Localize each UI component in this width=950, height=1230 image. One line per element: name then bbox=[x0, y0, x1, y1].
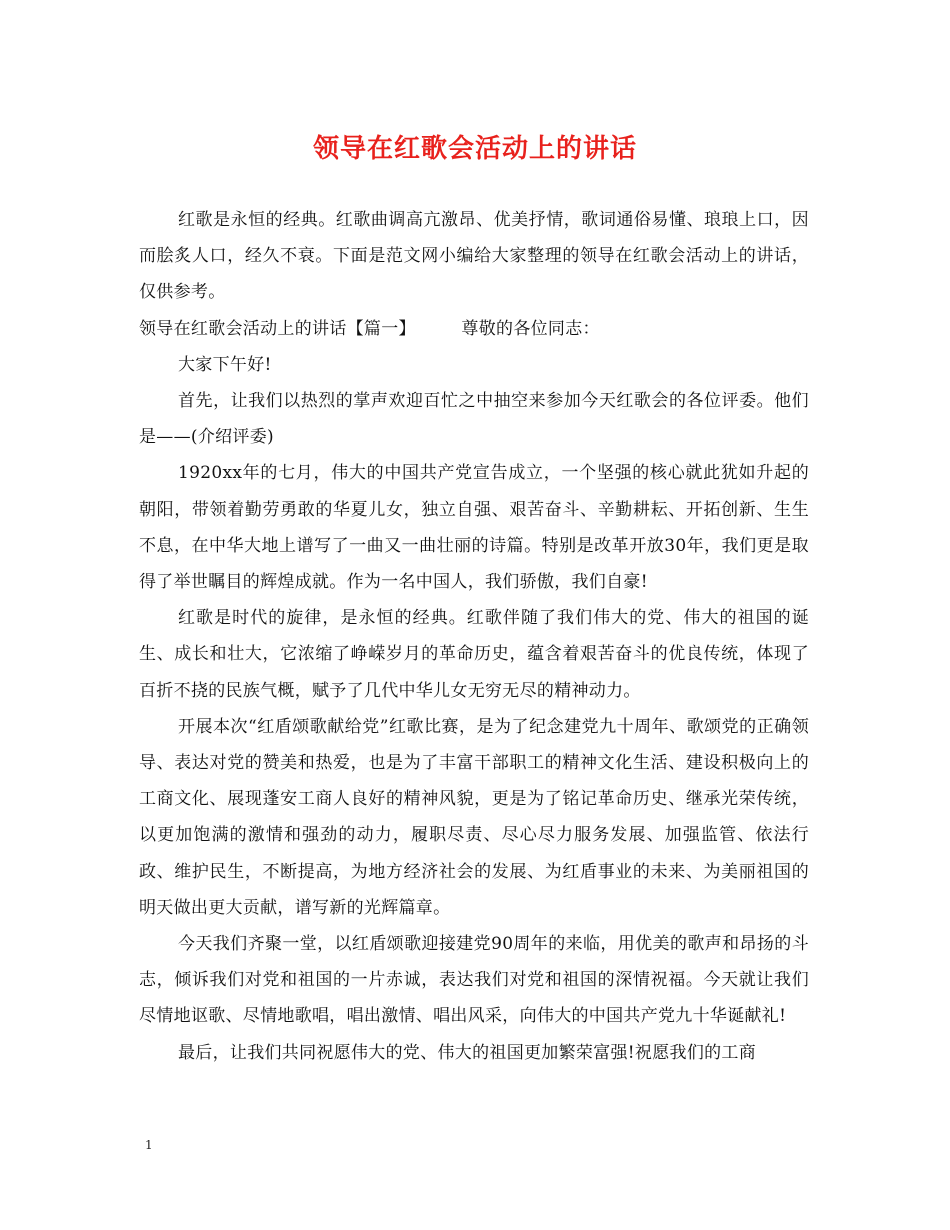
paragraph-party-history: 1920xx年的七月，伟大的中国共产党宣告成立，一个坚强的核心就此犹如升起的朝阳，带领着勤劳勇敢的华夏儿女，独立自强、艰苦奋斗、辛勤耕耘、开拓创新、生生不息，在中华大地上谱写了一曲又一曲壮丽的诗篇。特别是改革开放30年，我们更是取得了举世瞩目的辉煌成就。作为一名中国人，我们骄傲，我们自豪! bbox=[139, 463, 809, 593]
paragraph-greeting: 大家下午好! bbox=[178, 354, 272, 375]
page-number: 1 bbox=[145, 1138, 153, 1152]
paragraph-gathering: 今天我们齐聚一堂，以红盾颂歌迎接建党90周年的来临，用优美的歌声和昂扬的斗志，倾诉我们对党和祖国的一片赤诚，表达我们对党和祖国的深情祝福。今天就让我们尽情地讴歌、尽情地歌唱，唱出激情、唱出风采，向伟大的中国共产党九十华诞献礼! bbox=[139, 934, 809, 1027]
section-heading-greeting: 领导在红歌会活动上的讲话【篇一】 尊敬的各位同志： bbox=[139, 318, 600, 339]
paragraph-red-songs: 红歌是时代的旋律，是永恒的经典。红歌伴随了我们伟大的党、伟大的祖国的诞生、成长和壮大，它浓缩了峥嵘岁月的革命历史，蕴含着艰苦奋斗的优良传统，体现了百折不挠的民族气概，赋予了几代中华儿女无穷无尽的精神动力。 bbox=[139, 608, 809, 701]
paragraph-welcome-judges: 首先，让我们以热烈的掌声欢迎百忙之中抽空来参加今天红歌会的各位评委。他们是——(介绍评委) bbox=[139, 391, 809, 448]
paragraph-intro: 红歌是永恒的经典。红歌曲调高亢激昂、优美抒情，歌词通俗易懂、琅琅上口，因而脍炙人口，经久不衰。下面是范文网小编给大家整理的领导在红歌会活动上的讲话，仅供参考。 bbox=[139, 210, 809, 303]
paragraph-competition-purpose: 开展本次“红盾颂歌献给党”红歌比赛，是为了纪念建党九十周年、歌颂党的正确领导、表达对党的赞美和热爱，也是为了丰富干部职工的精神文化生活、建设积极向上的工商文化、展现蓬安工商人良好的精神风貌，更是为了铭记革命历史、继承光荣传统，以更加饱满的激情和强劲的动力，履职尽责、尽心尽力服务发展、加强监管、依法行政、维护民生，不断提高，为地方经济社会的发展、为红盾事业的未来、为美丽祖国的明天做出更大贡献，谱写新的光辉篇章。 bbox=[139, 716, 809, 918]
document-body bbox=[139, 202, 809, 1071]
paragraph-closing: 最后，让我们共同祝愿伟大的党、伟大的祖国更加繁荣富强!祝愿我们的工商 bbox=[178, 1042, 757, 1063]
document-title: 领导在红歌会活动上的讲话 bbox=[312, 134, 637, 164]
